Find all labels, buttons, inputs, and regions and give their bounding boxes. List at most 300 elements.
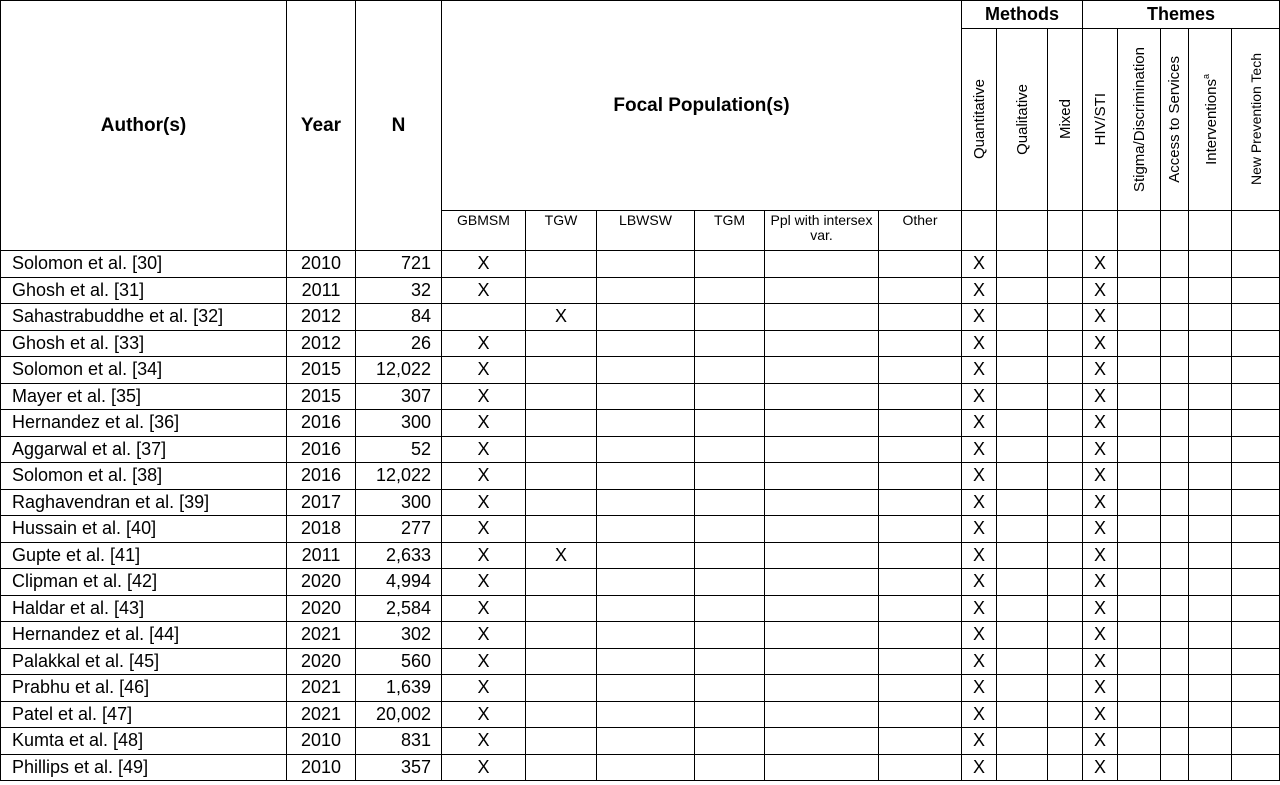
- quantitative-cell: X: [962, 728, 997, 755]
- interventions-cell: [1189, 410, 1232, 437]
- tgm-cell: [695, 277, 765, 304]
- mixed-cell: [1048, 251, 1083, 278]
- other-cell: [879, 516, 962, 543]
- interventions-cell: [1189, 569, 1232, 596]
- lbwsw-cell: [597, 489, 695, 516]
- access-header: Access to Services: [1161, 29, 1189, 211]
- author-cell: Clipman et al. [42]: [1, 569, 287, 596]
- quantitative-cell: X: [962, 569, 997, 596]
- table-row: [1, 728, 1280, 755]
- other-header: Other: [879, 211, 962, 251]
- n-cell: 84: [356, 304, 442, 331]
- author-cell: Patel et al. [47]: [1, 701, 287, 728]
- lbwsw-cell: [597, 516, 695, 543]
- tgm-cell: [695, 569, 765, 596]
- tgm-cell: [695, 410, 765, 437]
- year-cell: 2020: [287, 569, 356, 596]
- stigma-cell: [1118, 410, 1161, 437]
- gbmsm-header: GBMSM: [442, 211, 526, 251]
- tgw-cell: [526, 595, 597, 622]
- year-cell: 2011: [287, 277, 356, 304]
- stigma-cell: [1118, 569, 1161, 596]
- mixed-cell: [1048, 357, 1083, 384]
- new-prevention-cell: [1232, 648, 1280, 675]
- mixed-cell: [1048, 754, 1083, 781]
- qualitative-cell: [997, 251, 1048, 278]
- interventions-cell: [1189, 754, 1232, 781]
- quantitative-cell: X: [962, 622, 997, 649]
- other-cell: [879, 383, 962, 410]
- other-cell: [879, 463, 962, 490]
- other-cell: [879, 410, 962, 437]
- gbmsm-cell: X: [442, 648, 526, 675]
- tgw-cell: [526, 410, 597, 437]
- intersex-header: Ppl with intersex var.: [765, 211, 879, 251]
- lbwsw-cell: [597, 463, 695, 490]
- access-cell: [1161, 330, 1189, 357]
- mixed-cell: [1048, 701, 1083, 728]
- qualitative-cell: [997, 701, 1048, 728]
- qualitative-cell: [997, 410, 1048, 437]
- interventions-cell: [1189, 542, 1232, 569]
- other-cell: [879, 489, 962, 516]
- author-cell: Hernandez et al. [36]: [1, 410, 287, 437]
- new-prevention-cell: [1232, 595, 1280, 622]
- author-cell: Phillips et al. [49]: [1, 754, 287, 781]
- gbmsm-cell: X: [442, 463, 526, 490]
- quantitative-cell: X: [962, 489, 997, 516]
- quantitative-cell: X: [962, 754, 997, 781]
- intersex-cell: [765, 383, 879, 410]
- qualitative-cell: [997, 516, 1048, 543]
- quantitative-cell: X: [962, 542, 997, 569]
- gbmsm-cell: X: [442, 489, 526, 516]
- intersex-cell: [765, 357, 879, 384]
- tgm-cell: [695, 383, 765, 410]
- table-row: [1, 516, 1280, 543]
- interventions-header: Interventions$^a$: [1189, 29, 1232, 211]
- interventions-footnote-mark: a: [1200, 74, 1211, 80]
- tgw-cell: [526, 489, 597, 516]
- table-row: [1, 357, 1280, 384]
- lbwsw-cell: [597, 569, 695, 596]
- stigma-cell: [1118, 304, 1161, 331]
- table-body: [1, 251, 1280, 781]
- new-prevention-cell: [1232, 701, 1280, 728]
- access-cell: [1161, 754, 1189, 781]
- interventions-cell: [1189, 489, 1232, 516]
- new-prevention-cell: [1232, 489, 1280, 516]
- year-cell: 2010: [287, 251, 356, 278]
- lbwsw-cell: [597, 701, 695, 728]
- tgm-cell: [695, 251, 765, 278]
- intersex-cell: [765, 436, 879, 463]
- author-cell: Kumta et al. [48]: [1, 728, 287, 755]
- gbmsm-cell: X: [442, 728, 526, 755]
- table-row: [1, 701, 1280, 728]
- mixed-cell: [1048, 595, 1083, 622]
- year-cell: 2015: [287, 383, 356, 410]
- stigma-cell: [1118, 330, 1161, 357]
- intersex-cell: [765, 675, 879, 702]
- qualitative-cell: [997, 304, 1048, 331]
- intersex-cell: [765, 595, 879, 622]
- qualitative-cell: [997, 595, 1048, 622]
- tgw-cell: [526, 383, 597, 410]
- gbmsm-cell: X: [442, 357, 526, 384]
- intersex-cell: [765, 622, 879, 649]
- access-cell: [1161, 277, 1189, 304]
- mixed-cell: [1048, 516, 1083, 543]
- n-cell: 300: [356, 489, 442, 516]
- n-cell: 52: [356, 436, 442, 463]
- stigma-cell: [1118, 463, 1161, 490]
- tgw-cell: [526, 251, 597, 278]
- tgw-cell: [526, 701, 597, 728]
- access-cell: [1161, 675, 1189, 702]
- stigma-cell: [1118, 595, 1161, 622]
- quantitative-cell: X: [962, 277, 997, 304]
- n-cell: 307: [356, 383, 442, 410]
- table-row: [1, 251, 1280, 278]
- new-prevention-cell: [1232, 675, 1280, 702]
- other-cell: [879, 754, 962, 781]
- interventions-cell: [1189, 622, 1232, 649]
- tgw-cell: [526, 728, 597, 755]
- new-prevention-cell: [1232, 436, 1280, 463]
- access-cell: [1161, 357, 1189, 384]
- access-cell: [1161, 595, 1189, 622]
- year-cell: 2021: [287, 675, 356, 702]
- qualitative-cell: [997, 489, 1048, 516]
- year-cell: 2012: [287, 304, 356, 331]
- mixed-cell: [1048, 569, 1083, 596]
- new-prevention-cell: [1232, 728, 1280, 755]
- lbwsw-header: LBWSW: [597, 211, 695, 251]
- other-cell: [879, 251, 962, 278]
- other-cell: [879, 595, 962, 622]
- tgm-cell: [695, 357, 765, 384]
- table-row: [1, 410, 1280, 437]
- other-cell: [879, 701, 962, 728]
- gbmsm-cell: X: [442, 622, 526, 649]
- gbmsm-cell: X: [442, 436, 526, 463]
- tgm-header: TGM: [695, 211, 765, 251]
- new-prevention-cell: [1232, 516, 1280, 543]
- year-cell: 2020: [287, 648, 356, 675]
- new-prevention-cell: [1232, 754, 1280, 781]
- n-cell: 4,994: [356, 569, 442, 596]
- table-row: [1, 463, 1280, 490]
- author-cell: Raghavendran et al. [39]: [1, 489, 287, 516]
- hiv-sti-cell: X: [1083, 622, 1118, 649]
- mixed-cell: [1048, 330, 1083, 357]
- year-cell: 2011: [287, 542, 356, 569]
- intersex-cell: [765, 542, 879, 569]
- lbwsw-cell: [597, 410, 695, 437]
- mixed-header: Mixed: [1048, 29, 1083, 211]
- n-cell: 721: [356, 251, 442, 278]
- stigma-cell: [1118, 383, 1161, 410]
- table-row: [1, 489, 1280, 516]
- mixed-cell: [1048, 436, 1083, 463]
- access-cell: [1161, 383, 1189, 410]
- year-cell: 2016: [287, 436, 356, 463]
- year-cell: 2021: [287, 622, 356, 649]
- new-prevention-cell: [1232, 569, 1280, 596]
- hiv-sti-cell: X: [1083, 330, 1118, 357]
- n-cell: 12,022: [356, 463, 442, 490]
- gbmsm-cell: X: [442, 516, 526, 543]
- table-row: [1, 436, 1280, 463]
- year-cell: 2012: [287, 330, 356, 357]
- new-prevention-cell: [1232, 622, 1280, 649]
- hiv-sti-header: HIV/STI: [1083, 29, 1118, 211]
- quantitative-cell: X: [962, 675, 997, 702]
- qualitative-cell: [997, 463, 1048, 490]
- other-cell: [879, 542, 962, 569]
- gbmsm-cell: [442, 304, 526, 331]
- gbmsm-cell: X: [442, 675, 526, 702]
- other-cell: [879, 304, 962, 331]
- hiv-sti-cell: X: [1083, 516, 1118, 543]
- access-cell: [1161, 569, 1189, 596]
- tgw-cell: X: [526, 304, 597, 331]
- intersex-cell: [765, 569, 879, 596]
- mixed-cell: [1048, 489, 1083, 516]
- stigma-cell: [1118, 622, 1161, 649]
- quantitative-cell: X: [962, 463, 997, 490]
- tgm-cell: [695, 701, 765, 728]
- tgm-cell: [695, 754, 765, 781]
- interventions-cell: [1189, 516, 1232, 543]
- mixed-cell: [1048, 277, 1083, 304]
- hiv-sti-cell: X: [1083, 728, 1118, 755]
- interventions-cell: [1189, 463, 1232, 490]
- year-cell: 2020: [287, 595, 356, 622]
- intersex-cell: [765, 277, 879, 304]
- focal-population-header: Focal Population(s): [442, 1, 962, 211]
- lbwsw-cell: [597, 251, 695, 278]
- stigma-cell: [1118, 542, 1161, 569]
- interventions-cell: [1189, 595, 1232, 622]
- stigma-cell: [1118, 648, 1161, 675]
- author-cell: Prabhu et al. [46]: [1, 675, 287, 702]
- interventions-cell: [1189, 357, 1232, 384]
- year-cell: 2010: [287, 754, 356, 781]
- n-cell: 2,633: [356, 542, 442, 569]
- mixed-cell: [1048, 648, 1083, 675]
- access-cell: [1161, 542, 1189, 569]
- intersex-cell: [765, 489, 879, 516]
- stigma-cell: [1118, 754, 1161, 781]
- mixed-cell: [1048, 410, 1083, 437]
- n-cell: 302: [356, 622, 442, 649]
- qualitative-cell: [997, 754, 1048, 781]
- new-prevention-cell: [1232, 330, 1280, 357]
- tgm-cell: [695, 648, 765, 675]
- hiv-sti-cell: X: [1083, 251, 1118, 278]
- tgm-cell: [695, 489, 765, 516]
- author-cell: Hernandez et al. [44]: [1, 622, 287, 649]
- interventions-cell: [1189, 304, 1232, 331]
- author-cell: Ghosh et al. [33]: [1, 330, 287, 357]
- lbwsw-cell: [597, 383, 695, 410]
- n-cell: 277: [356, 516, 442, 543]
- author-cell: Mayer et al. [35]: [1, 383, 287, 410]
- intersex-cell: [765, 728, 879, 755]
- tgw-cell: [526, 463, 597, 490]
- hiv-sti-cell: X: [1083, 648, 1118, 675]
- author-cell: Aggarwal et al. [37]: [1, 436, 287, 463]
- hiv-sti-cell: X: [1083, 542, 1118, 569]
- stigma-cell: [1118, 436, 1161, 463]
- stigma-cell: [1118, 277, 1161, 304]
- intersex-cell: [765, 410, 879, 437]
- qualitative-cell: [997, 728, 1048, 755]
- gbmsm-cell: X: [442, 542, 526, 569]
- hiv-sti-cell: X: [1083, 383, 1118, 410]
- other-cell: [879, 569, 962, 596]
- tgm-cell: [695, 304, 765, 331]
- new-prevention-cell: [1232, 277, 1280, 304]
- qualitative-cell: [997, 542, 1048, 569]
- hiv-sti-cell: X: [1083, 754, 1118, 781]
- hiv-sti-cell: X: [1083, 569, 1118, 596]
- new-prevention-cell: [1232, 463, 1280, 490]
- n-cell: 357: [356, 754, 442, 781]
- intersex-cell: [765, 463, 879, 490]
- author-cell: Solomon et al. [38]: [1, 463, 287, 490]
- new-prevention-cell: [1232, 410, 1280, 437]
- gbmsm-cell: X: [442, 410, 526, 437]
- author-cell: Sahastrabuddhe et al. [32]: [1, 304, 287, 331]
- mixed-cell: [1048, 728, 1083, 755]
- interventions-cell: [1189, 728, 1232, 755]
- tgw-cell: [526, 516, 597, 543]
- author-cell: Ghosh et al. [31]: [1, 277, 287, 304]
- lbwsw-cell: [597, 728, 695, 755]
- intersex-cell: [765, 754, 879, 781]
- gbmsm-cell: X: [442, 754, 526, 781]
- interventions-cell: [1189, 675, 1232, 702]
- table-row: [1, 675, 1280, 702]
- author-cell: Palakkal et al. [45]: [1, 648, 287, 675]
- author-cell: Gupte et al. [41]: [1, 542, 287, 569]
- lbwsw-cell: [597, 754, 695, 781]
- lbwsw-cell: [597, 330, 695, 357]
- lbwsw-cell: [597, 675, 695, 702]
- tgw-cell: [526, 357, 597, 384]
- other-cell: [879, 675, 962, 702]
- qualitative-cell: [997, 277, 1048, 304]
- tgm-cell: [695, 330, 765, 357]
- author-header: Author(s): [1, 1, 287, 251]
- table-row: [1, 304, 1280, 331]
- stigma-cell: [1118, 701, 1161, 728]
- qualitative-header: Qualitative: [997, 29, 1048, 211]
- gbmsm-cell: X: [442, 383, 526, 410]
- tgm-cell: [695, 622, 765, 649]
- stigma-cell: [1118, 728, 1161, 755]
- qualitative-cell: [997, 357, 1048, 384]
- tgm-cell: [695, 542, 765, 569]
- author-cell: Solomon et al. [34]: [1, 357, 287, 384]
- new-prevention-cell: [1232, 542, 1280, 569]
- hiv-sti-cell: X: [1083, 489, 1118, 516]
- year-cell: 2017: [287, 489, 356, 516]
- intersex-cell: [765, 701, 879, 728]
- table-row: [1, 648, 1280, 675]
- other-cell: [879, 436, 962, 463]
- new-prevention-cell: [1232, 304, 1280, 331]
- mixed-cell: [1048, 463, 1083, 490]
- stigma-header: Stigma/Discrimination: [1118, 29, 1161, 211]
- n-cell: 2,584: [356, 595, 442, 622]
- access-cell: [1161, 436, 1189, 463]
- mixed-cell: [1048, 675, 1083, 702]
- table-row: [1, 569, 1280, 596]
- gbmsm-cell: X: [442, 251, 526, 278]
- interventions-cell: [1189, 330, 1232, 357]
- hiv-sti-cell: X: [1083, 304, 1118, 331]
- other-cell: [879, 277, 962, 304]
- access-cell: [1161, 728, 1189, 755]
- lbwsw-cell: [597, 436, 695, 463]
- tgm-cell: [695, 595, 765, 622]
- mixed-cell: [1048, 542, 1083, 569]
- gbmsm-cell: X: [442, 330, 526, 357]
- lbwsw-cell: [597, 595, 695, 622]
- access-cell: [1161, 489, 1189, 516]
- tgw-cell: [526, 569, 597, 596]
- n-cell: 12,022: [356, 357, 442, 384]
- n-cell: 26: [356, 330, 442, 357]
- quantitative-cell: X: [962, 330, 997, 357]
- hiv-sti-cell: X: [1083, 701, 1118, 728]
- access-cell: [1161, 304, 1189, 331]
- quantitative-cell: X: [962, 595, 997, 622]
- other-cell: [879, 622, 962, 649]
- table-row: [1, 754, 1280, 781]
- stigma-cell: [1118, 357, 1161, 384]
- access-cell: [1161, 251, 1189, 278]
- year-cell: 2018: [287, 516, 356, 543]
- n-cell: 560: [356, 648, 442, 675]
- tgw-cell: [526, 622, 597, 649]
- new-prevention-cell: [1232, 383, 1280, 410]
- tgm-cell: [695, 675, 765, 702]
- stigma-cell: [1118, 675, 1161, 702]
- quantitative-cell: X: [962, 357, 997, 384]
- interventions-cell: [1189, 648, 1232, 675]
- stigma-cell: [1118, 516, 1161, 543]
- year-cell: 2010: [287, 728, 356, 755]
- tgm-cell: [695, 728, 765, 755]
- tgw-cell: X: [526, 542, 597, 569]
- interventions-cell: [1189, 277, 1232, 304]
- year-cell: 2021: [287, 701, 356, 728]
- other-cell: [879, 648, 962, 675]
- new-prevention-cell: [1232, 357, 1280, 384]
- quantitative-cell: X: [962, 383, 997, 410]
- tgw-cell: [526, 277, 597, 304]
- hiv-sti-cell: X: [1083, 595, 1118, 622]
- intersex-cell: [765, 330, 879, 357]
- lbwsw-cell: [597, 648, 695, 675]
- gbmsm-cell: X: [442, 569, 526, 596]
- tgw-cell: [526, 436, 597, 463]
